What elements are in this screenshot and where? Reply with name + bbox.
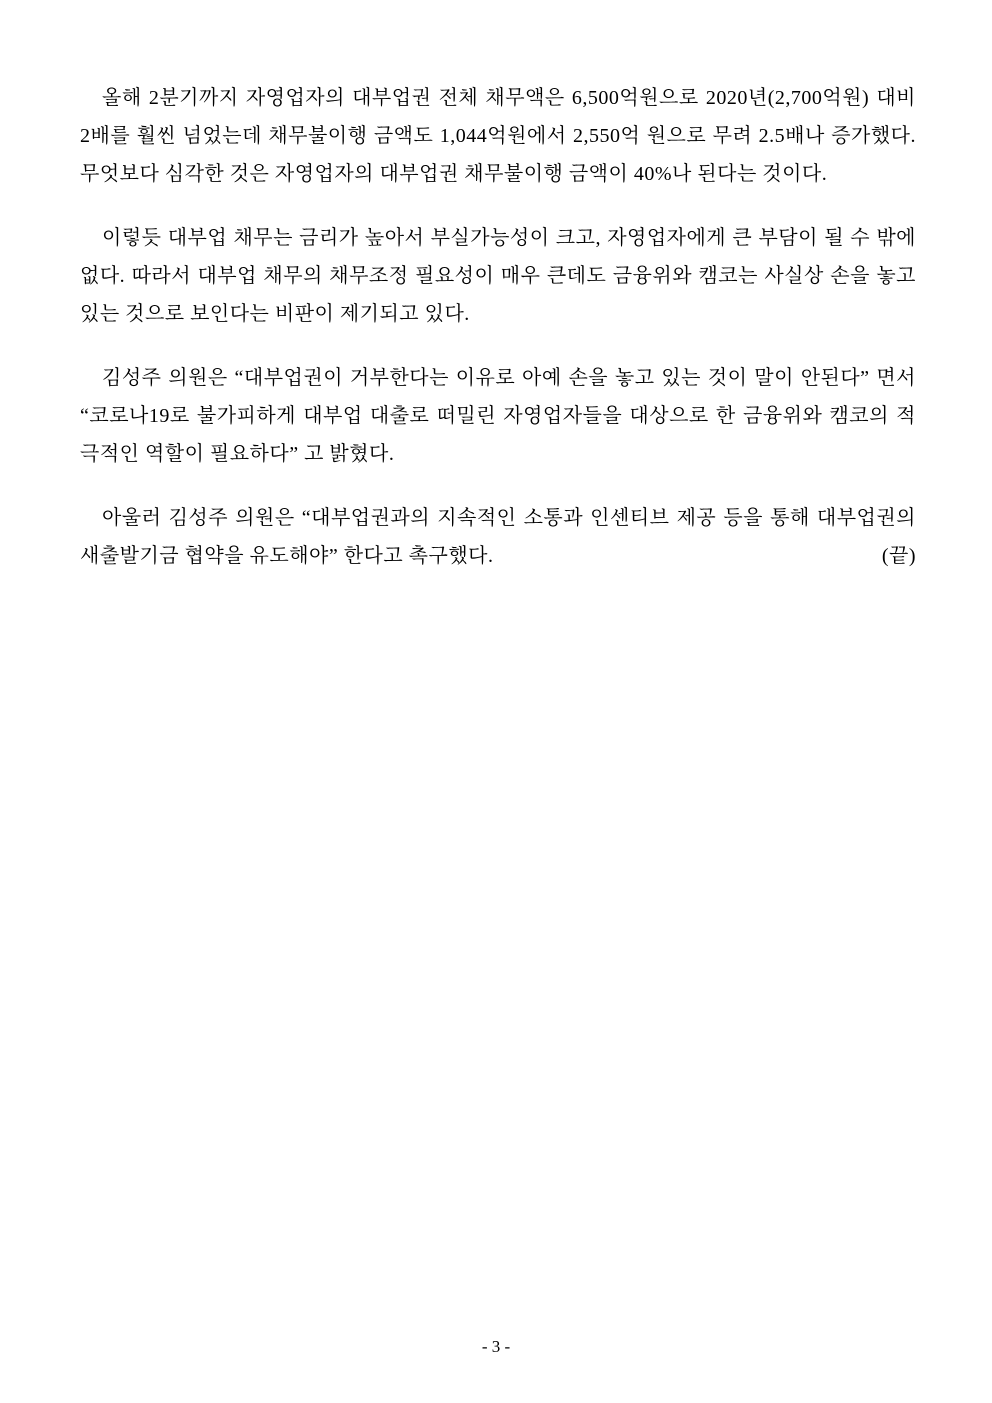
paragraph-debt-risk: 이렇듯 대부업 채무는 금리가 높아서 부실가능성이 크고, 자영업자에게 큰 부담이 될 수 밖에 없다. 따라서 대부업 채무의 채무조정 필요성이 매우 큰데도 금융위와 캠코는 사실상 손을 놓고 있는 것으로 보인다는 비판이 제기되고 있다. bbox=[80, 227, 916, 325]
document-body bbox=[80, 79, 916, 575]
page-number: - 3 - bbox=[481, 1337, 511, 1356]
paragraph-closing-text: 아울러 김성주 의원은 “대부업권과의 지속적인 소통과 인센티브 제공 등을 통해 대부업권의 새출발기금 협약을 유도해야” 한다고 촉구했다. bbox=[80, 507, 916, 567]
paragraph-kim-statement: 김성주 의원은 “대부업권이 거부한다는 이유로 아예 손을 놓고 있는 것이 말이 안된다” 면서 “코로나19로 불가피하게 대부업 대출로 떠밀린 자영업자들을 대상으로 한 금융위와 캠코의 적극적인 역할이 필요하다” 고 밝혔다. bbox=[80, 367, 916, 465]
paragraph-debt-amount: 올해 2분기까지 자영업자의 대부업권 전체 채무액은 6,500억원으로 2020년(2,700억원) 대비 2배를 훨씬 넘었는데 채무불이행 금액도 1,044억원에서 2,550억 원으로 무려 2.5배나 증가했다. 무엇보다 심각한 것은 자영업자의 대부업권 채무불이행 금액이 40%나 된다는 것이다. bbox=[80, 87, 916, 185]
page-footer bbox=[0, 1335, 992, 1359]
paragraph-closing bbox=[80, 499, 916, 575]
end-mark: (끝) bbox=[881, 545, 916, 567]
